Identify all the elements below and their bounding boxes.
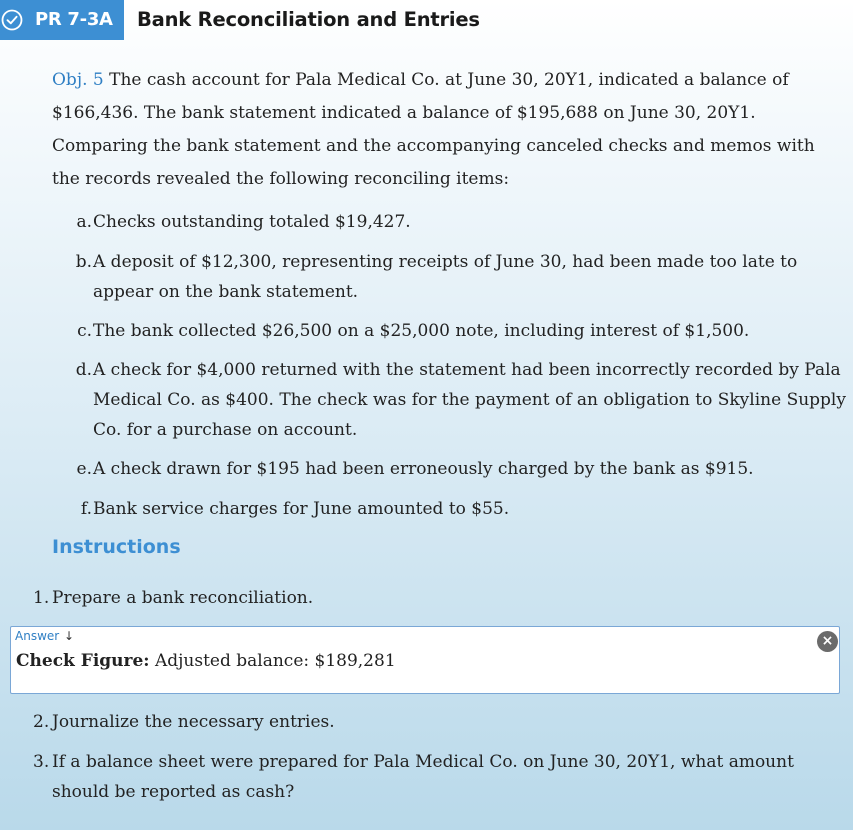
item-label: e. (76, 459, 92, 479)
arrow-down-icon[interactable]: ↓ (64, 629, 75, 643)
item-text: A check for $4,000 returned with the statement had been incorrectly recorded by Pala Medical Co. as $400. The check was for the payment of an obligation to Skyline Supply Co. for a purchase on account. (93, 360, 846, 440)
item-text: A check drawn for $195 had been erroneously charged by the bank as $915. (93, 459, 754, 479)
item-text: Checks outstanding totaled $19,427. (93, 212, 411, 232)
item-label: b. (75, 252, 92, 272)
instructions-heading: Instructions (52, 536, 181, 558)
item-text: Bank service charges for June amounted to $55. (93, 499, 510, 519)
problem-code-badge (0, 0, 124, 40)
step-text: If a balance sheet were prepared for Pala Medical Co. on June 30, 20Y1, what amount should be reported as cash? (52, 752, 794, 802)
check-figure-value: Adjusted balance: $189,281 (154, 651, 396, 671)
item-label: a. (76, 212, 92, 232)
intro-text: The cash account for Pala Medical Co. at June 30, 20Y1, indicated a balance of $166,436. The bank statement indicated a balance of $195,688 on June 30, 20Y1. Comparing the bank statement and the accompanying canceled checks and memos with the records revealed the following reconciling items: (52, 70, 815, 189)
step-label: 3. (33, 752, 50, 772)
step-text: Journalize the necessary entries. (52, 712, 335, 732)
item-label: c. (77, 321, 92, 341)
step-label: 2. (33, 712, 50, 732)
item-label: f. (80, 499, 92, 519)
problem-header (0, 0, 853, 40)
check-figure (16, 651, 396, 671)
step-label: 1. (33, 588, 50, 608)
objective-link[interactable]: Obj. 5 (52, 70, 104, 90)
problem-code: PR 7-3A (35, 9, 113, 30)
page-title: Bank Reconciliation and Entries (137, 8, 480, 31)
item-text: A deposit of $12,300, representing receipts of June 30, had been made too late to appear on the bank statement. (93, 252, 798, 302)
check-circle-icon (1, 9, 23, 31)
intro-paragraph (52, 64, 842, 196)
item-label: d. (75, 360, 92, 380)
answer-toggle[interactable]: Answer (15, 629, 60, 643)
answer-panel (10, 626, 840, 694)
step-text: Prepare a bank reconciliation. (52, 588, 314, 608)
check-figure-label: Check Figure: (16, 651, 150, 671)
close-icon[interactable]: × (817, 631, 838, 652)
item-text: The bank collected $26,500 on a $25,000 note, including interest of $1,500. (93, 321, 750, 341)
